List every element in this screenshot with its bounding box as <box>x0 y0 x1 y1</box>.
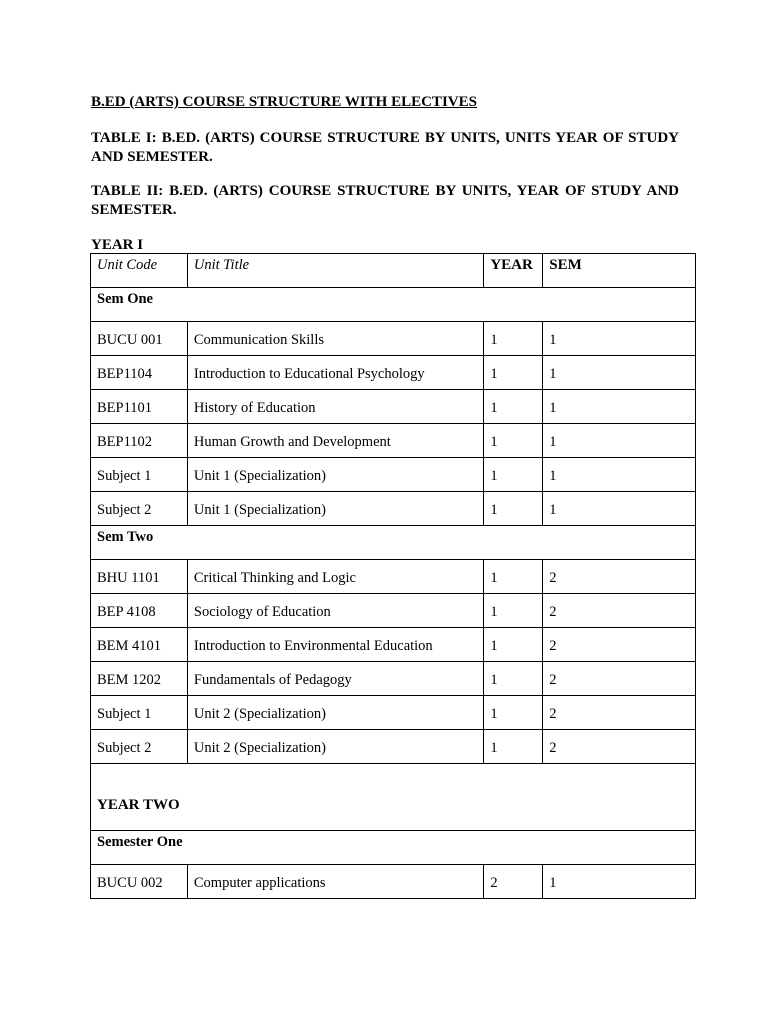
cell-unit-title: Communication Skills <box>187 322 483 356</box>
cell-unit-code: BEP1101 <box>91 390 188 424</box>
cell-sem: 1 <box>543 492 696 526</box>
cell-year: 1 <box>484 390 543 424</box>
header-unit-title: Unit Title <box>187 254 483 288</box>
cell-sem: 2 <box>543 730 696 764</box>
cell-unit-code: Subject 1 <box>91 696 188 730</box>
cell-unit-code: BEP1102 <box>91 424 188 458</box>
cell-sem: 1 <box>543 424 696 458</box>
cell-unit-title: Unit 1 (Specialization) <box>187 492 483 526</box>
table-row <box>91 594 696 628</box>
cell-year: 1 <box>484 628 543 662</box>
cell-sem: 2 <box>543 696 696 730</box>
cell-unit-code: Subject 2 <box>91 492 188 526</box>
cell-sem: 2 <box>543 662 696 696</box>
cell-year: 1 <box>484 662 543 696</box>
cell-unit-title: Computer applications <box>187 865 483 899</box>
document-title: B.ED (ARTS) COURSE STRUCTURE WITH ELECTIVES <box>91 94 477 110</box>
table-row <box>91 492 696 526</box>
cell-year: 1 <box>484 458 543 492</box>
header-unit-code: Unit Code <box>91 254 188 288</box>
cell-unit-title: History of Education <box>187 390 483 424</box>
cell-sem: 1 <box>543 356 696 390</box>
table-row <box>91 322 696 356</box>
cell-unit-code: Subject 1 <box>91 458 188 492</box>
cell-sem: 1 <box>543 458 696 492</box>
cell-year: 1 <box>484 560 543 594</box>
table-row <box>91 458 696 492</box>
table-row <box>91 662 696 696</box>
cell-unit-code: BEM 4101 <box>91 628 188 662</box>
section-label-semester-one: Semester One <box>91 831 696 865</box>
section-row <box>91 831 696 865</box>
header-sem: SEM <box>543 254 696 288</box>
cell-unit-code: BUCU 002 <box>91 865 188 899</box>
cell-year: 1 <box>484 730 543 764</box>
cell-sem: 1 <box>543 390 696 424</box>
cell-year: 1 <box>484 322 543 356</box>
cell-sem: 1 <box>543 865 696 899</box>
table-row <box>91 696 696 730</box>
cell-sem: 2 <box>543 628 696 662</box>
cell-year: 1 <box>484 594 543 628</box>
cell-year: 2 <box>484 865 543 899</box>
table-row <box>91 560 696 594</box>
header-year: YEAR <box>484 254 543 288</box>
table-row <box>91 390 696 424</box>
year-one-label: YEAR I <box>91 237 144 253</box>
cell-unit-title: Sociology of Education <box>187 594 483 628</box>
cell-unit-title: Fundamentals of Pedagogy <box>187 662 483 696</box>
cell-unit-code: BUCU 001 <box>91 322 188 356</box>
year-row <box>91 764 696 831</box>
cell-unit-title: Critical Thinking and Logic <box>187 560 483 594</box>
cell-sem: 1 <box>543 322 696 356</box>
cell-year: 1 <box>484 424 543 458</box>
table-row <box>91 424 696 458</box>
cell-unit-code: BEM 1202 <box>91 662 188 696</box>
cell-year: 1 <box>484 492 543 526</box>
cell-unit-code: BEP 4108 <box>91 594 188 628</box>
table-row <box>91 730 696 764</box>
cell-unit-code: Subject 2 <box>91 730 188 764</box>
cell-unit-title: Human Growth and Development <box>187 424 483 458</box>
course-structure-table <box>90 253 696 899</box>
cell-unit-title: Introduction to Environmental Education <box>187 628 483 662</box>
cell-year: 1 <box>484 356 543 390</box>
cell-sem: 2 <box>543 560 696 594</box>
year-two-label: YEAR TWO <box>91 764 696 831</box>
table-row <box>91 356 696 390</box>
cell-unit-title: Introduction to Educational Psychology <box>187 356 483 390</box>
table-row <box>91 865 696 899</box>
section-label-sem-two: Sem Two <box>91 526 696 560</box>
section-row <box>91 526 696 560</box>
section-row <box>91 288 696 322</box>
cell-unit-title: Unit 1 (Specialization) <box>187 458 483 492</box>
table-row <box>91 628 696 662</box>
section-label-sem-one: Sem One <box>91 288 696 322</box>
cell-unit-code: BEP1104 <box>91 356 188 390</box>
table-two-title: TABLE II: B.ED. (ARTS) COURSE STRUCTURE BY UNITS, YEAR OF STUDY AND SEMESTER. <box>91 183 679 218</box>
table-one-title: TABLE I: B.ED. (ARTS) COURSE STRUCTURE BY UNITS, UNITS YEAR OF STUDY AND SEMESTER. <box>91 130 679 165</box>
cell-unit-title: Unit 2 (Specialization) <box>187 696 483 730</box>
cell-sem: 2 <box>543 594 696 628</box>
cell-unit-title: Unit 2 (Specialization) <box>187 730 483 764</box>
cell-unit-code: BHU 1101 <box>91 560 188 594</box>
cell-year: 1 <box>484 696 543 730</box>
table-header-row <box>91 254 696 288</box>
